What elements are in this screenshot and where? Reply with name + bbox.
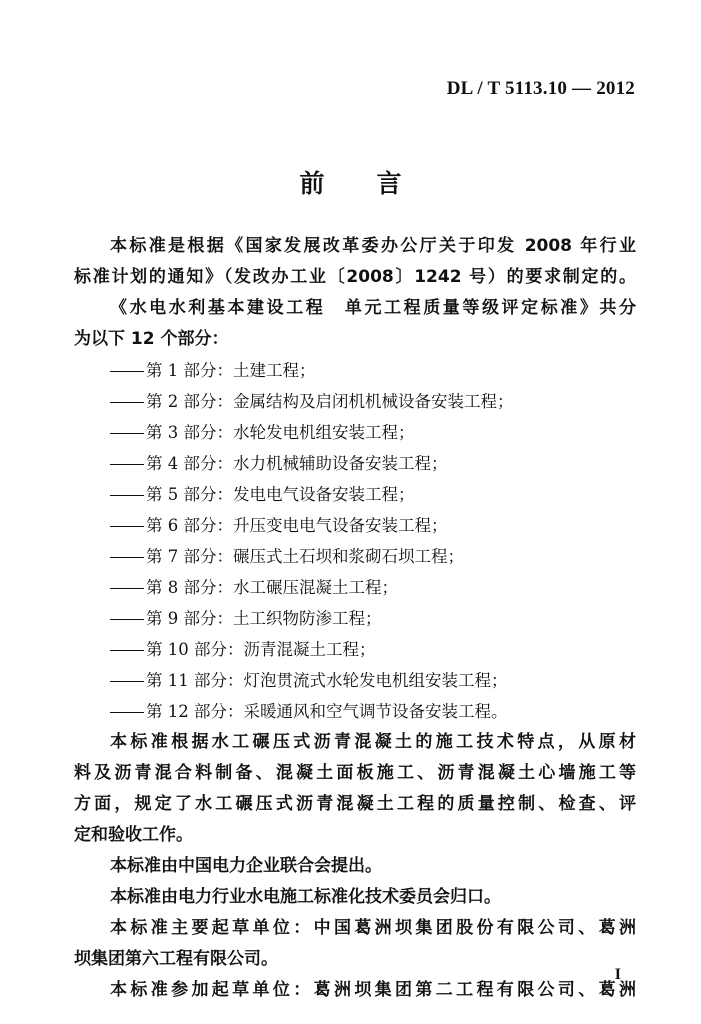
standard-code: DL / T 5113.10 — 2012	[446, 78, 635, 99]
page-title: 前言	[299, 169, 454, 198]
list-item	[74, 696, 636, 727]
dash-mark	[110, 526, 144, 527]
paragraph-line: 《水电水利基本建设工程 单元工程质量等级评定标准》共分	[110, 298, 636, 318]
list-item	[74, 541, 636, 572]
paragraph-line: 本标准根据水工碾压式沥青混凝土的施工技术特点，从原材	[110, 732, 636, 752]
list-item-text: 第 1 部分：土建工程；	[146, 361, 316, 380]
paragraph-line: 坝集团第六工程有限公司。	[74, 949, 278, 969]
list-item	[74, 572, 636, 603]
dash-mark	[110, 681, 144, 682]
dash-mark	[110, 557, 144, 558]
paragraph-line: 为以下 12 个部分：	[74, 329, 229, 349]
page-number: I	[614, 966, 621, 983]
list-item	[74, 634, 636, 665]
paragraph-line: 本标准主要起草单位：中国葛洲坝集团股份有限公司、葛洲	[110, 918, 636, 938]
dash-mark	[110, 650, 144, 651]
list-item	[74, 448, 636, 479]
paragraph-line: 本标准是根据《国家发展改革委办公厅关于印发 2008 年行业	[110, 236, 636, 256]
list-item	[74, 479, 636, 510]
paragraph-line: 本标准由中国电力企业联合会提出。	[110, 856, 382, 876]
dash-mark	[110, 619, 144, 620]
list-item-text: 第 12 部分：采暖通风和空气调节设备安装工程。	[146, 702, 508, 721]
list-item-text: 第 6 部分：升压变电电气设备安装工程；	[146, 516, 448, 535]
list-item-text: 第 5 部分：发电电气设备安装工程；	[146, 485, 415, 504]
list-item	[74, 386, 636, 417]
document-body	[74, 231, 636, 1006]
paragraph-line: 本标准由电力行业水电施工标准化技术委员会归口。	[110, 887, 501, 907]
list-item	[74, 510, 636, 541]
list-item-text: 第 8 部分：水工碾压混凝土工程；	[146, 578, 398, 597]
paragraph-line: 定和验收工作。	[74, 825, 193, 845]
paragraph-line: 料及沥青混合料制备、混凝土面板施工、沥青混凝土心墙施工等	[74, 763, 636, 783]
paragraph-line: 本标准参加起草单位：葛洲坝集团第二工程有限公司、葛洲	[110, 980, 636, 1000]
dash-mark	[110, 495, 144, 496]
list-item-text: 第 2 部分：金属结构及启闭机机械设备安装工程；	[146, 392, 514, 411]
list-item-text: 第 10 部分：沥青混凝土工程；	[146, 640, 376, 659]
dash-mark	[110, 464, 144, 465]
list-item	[74, 665, 636, 696]
list-item-text: 第 4 部分：水力机械辅助设备安装工程；	[146, 454, 448, 473]
dash-mark	[110, 371, 144, 372]
list-item	[74, 417, 636, 448]
list-item-text: 第 9 部分：土工织物防渗工程；	[146, 609, 382, 628]
dash-mark	[110, 588, 144, 589]
list-item-text: 第 11 部分：灯泡贯流式水轮发电机组安装工程；	[146, 671, 508, 690]
list-item	[74, 603, 636, 634]
list-item	[74, 355, 636, 386]
dash-mark	[110, 433, 144, 434]
list-item-text: 第 7 部分：碾压式土石坝和浆砌石坝工程；	[146, 547, 464, 566]
dash-mark	[110, 712, 144, 713]
paragraph-line: 标准计划的通知》（发改办工业〔2008〕1242 号）的要求制定的。	[74, 267, 636, 287]
paragraph-line: 方面，规定了水工碾压式沥青混凝土工程的质量控制、检查、评	[74, 794, 636, 814]
list-item-text: 第 3 部分：水轮发电机组安装工程；	[146, 423, 415, 442]
dash-mark	[110, 402, 144, 403]
